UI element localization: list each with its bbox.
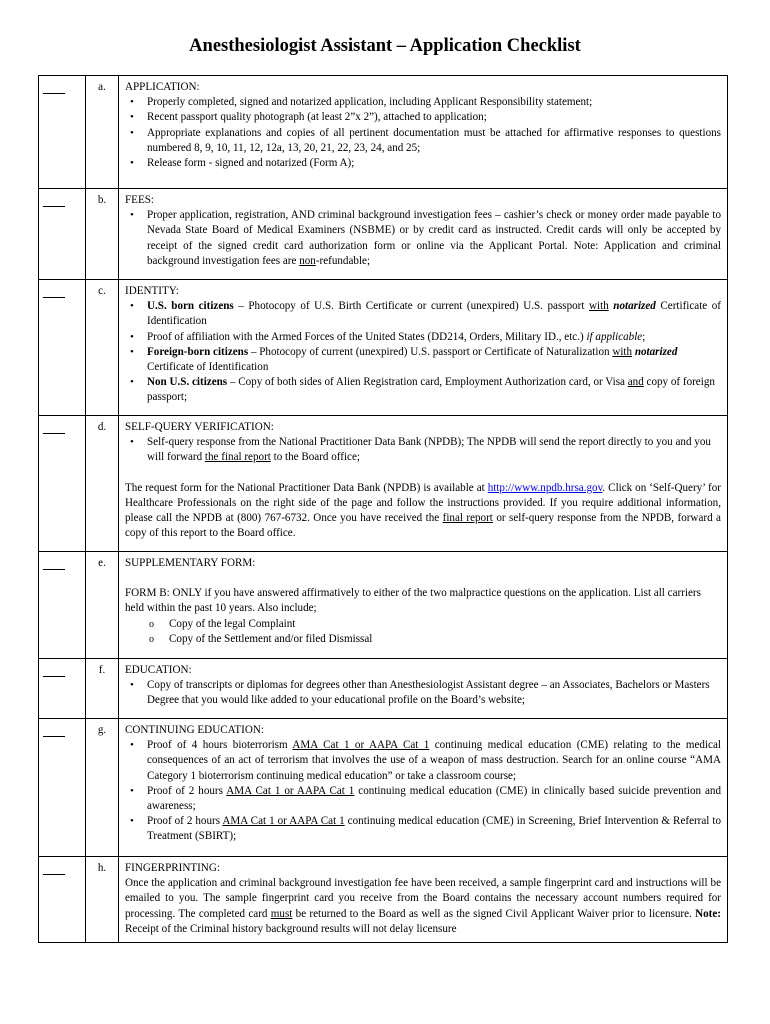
row-letter: c. — [86, 280, 119, 416]
section-heading: CONTINUING EDUCATION: — [125, 724, 264, 736]
list-item: • Appropriate explanations and copies of all pertinent documentation must be attached for affirmative responses to questions numbered 8, 9, 10, 11, 12, 12a, 13, 20, 21, 22, 23, 24, and 25; — [147, 126, 721, 156]
row-content — [119, 857, 728, 943]
check-blank[interactable] — [39, 416, 86, 552]
list-item — [147, 738, 721, 784]
checklist-row-continuing-education — [39, 719, 728, 857]
section-heading: SELF-QUERY VERIFICATION: — [125, 421, 274, 433]
text: continuing medical education (CME) in clinically based suicide prevention and awareness; — [147, 784, 721, 813]
text: – Photocopy of U.S. Birth Certificate or current (unexpired) U.S. passport — [233, 300, 590, 313]
bullet-list — [125, 299, 721, 405]
section-heading: FINGERPRINTING: — [125, 862, 220, 874]
checklist-row-supplementary — [39, 552, 728, 659]
list-item: o Copy of the Settlement and/or filed Dismissal — [169, 632, 721, 647]
blank-line — [43, 664, 65, 677]
checklist-row-education — [39, 659, 728, 719]
underlined-text: with — [612, 345, 633, 358]
checklist-row-fees — [39, 189, 728, 280]
checklist-row-fingerprinting — [39, 857, 728, 943]
fingerprinting-paragraph — [125, 876, 721, 937]
blank-line — [43, 724, 65, 737]
blank-line — [43, 285, 65, 298]
list-item — [147, 299, 721, 329]
section-heading: APPLICATION: — [125, 81, 200, 93]
bold-text: Non U.S. citizens — [147, 376, 228, 389]
bullet-list — [125, 435, 721, 465]
row-letter: f. — [86, 659, 119, 719]
row-letter: e. — [86, 552, 119, 659]
checklist-row-application — [39, 76, 728, 189]
blank-line — [43, 862, 65, 875]
row-content — [119, 189, 728, 280]
bold-italic-text: notarized — [634, 345, 678, 358]
list-item: • Copy of transcripts or diplomas for degrees other than Anesthesiologist Assistant degree – an Associates, Bachelors or Masters Degree that you would like added to your educational profile on the Board’s website; — [147, 678, 721, 708]
text: continuing medical education (CME) relating to the medical consequences of an act of terrorism that involves the use of a weapon of mass destruction. Search for an online course “AMA Category 1 bioterrorism continuing medical education” or take a classroom course; — [147, 739, 721, 782]
underlined-text: AMA Cat 1 or AAPA Cat 1 — [222, 815, 345, 828]
list-item — [147, 814, 721, 844]
page-title: Anesthesiologist Assistant – Application Checklist — [189, 36, 581, 56]
bullet-list — [125, 95, 721, 171]
check-blank[interactable] — [39, 280, 86, 416]
section-heading: FEES: — [125, 194, 154, 206]
check-blank[interactable] — [39, 719, 86, 857]
instructions-paragraph — [125, 481, 721, 542]
text: continuing medical education (CME) in Screening, Brief Intervention & Referral to Treatment (SBIRT); — [147, 815, 721, 843]
text: Self-query response from the National Practitioner Data Bank (NPDB); The NPDB will send the report directly to you and you will forward — [147, 436, 711, 464]
checklist-table — [38, 75, 728, 943]
text: be returned to the Board as well as the signed Civil Applicant Waiver prior to licensure. — [292, 907, 696, 920]
sub-list — [125, 617, 721, 647]
text: or self-query response from the NPDB, forward a copy of this report to the Board office. — [125, 512, 721, 540]
text: to the Board office; — [270, 451, 360, 464]
italic-text: if applicable — [586, 330, 643, 343]
bullet-list — [125, 738, 721, 844]
text: Certificate of Identification — [147, 300, 721, 328]
blank-line — [43, 81, 65, 94]
check-blank[interactable] — [39, 189, 86, 280]
bullet-list — [125, 678, 721, 708]
section-heading: SUPPLEMENTARY FORM: — [125, 557, 256, 569]
text: – Photocopy of current (unexpired) U.S. passport or Certificate of Naturalization — [248, 345, 613, 358]
underlined-text: must — [270, 907, 293, 920]
checklist-row-self-query — [39, 416, 728, 552]
text: Proof of 4 hours bioterrorism — [147, 739, 293, 752]
row-content — [119, 76, 728, 189]
row-letter: g. — [86, 719, 119, 857]
text: The request form for the National Practitioner Data Bank (NPDB) is available at — [125, 481, 488, 494]
bold-text: U.S. born citizens — [147, 300, 234, 313]
text: Once the application and criminal background investigation fee have been received, a sample fingerprint card and instructions will be emailed to you. The sample fingerprint card you receive from the Board contains the necessary account numbers required for processing. The completed card — [125, 877, 721, 920]
text: . Click on ‘Self-Query’ for Healthcare Professionals on the right side of the page and follow the instructions provided. If you require additional information, please call the NPDB at (800) 767-6732. Once you have received the — [125, 481, 721, 525]
list-item — [147, 345, 721, 375]
row-letter: b. — [86, 189, 119, 280]
row-content — [119, 280, 728, 416]
text: Receipt of the Criminal history background results will not delay licensure — [125, 922, 457, 935]
underlined-text: with — [589, 300, 609, 313]
text: Proof of 2 hours — [147, 815, 223, 828]
row-letter: h. — [86, 857, 119, 943]
list-item: • Properly completed, signed and notarized application, including Applicant Responsibility statement; — [147, 95, 721, 110]
check-blank[interactable] — [39, 857, 86, 943]
npdb-link[interactable]: http://www.npdb.hrsa.gov — [487, 481, 603, 494]
list-item — [147, 375, 721, 405]
check-blank[interactable] — [39, 76, 86, 189]
list-item — [147, 208, 721, 269]
blank-line — [43, 421, 65, 434]
checklist-row-identity — [39, 280, 728, 416]
row-content — [119, 659, 728, 719]
check-blank[interactable] — [39, 552, 86, 659]
row-content — [119, 719, 728, 857]
underlined-text: non — [299, 254, 316, 267]
text: -refundable; — [315, 254, 371, 267]
section-heading: EDUCATION: — [125, 664, 192, 676]
text: ; — [642, 330, 646, 343]
underlined-text: AMA Cat 1 or AAPA Cat 1 — [226, 784, 355, 797]
check-blank[interactable] — [39, 659, 86, 719]
underlined-text: and — [627, 376, 644, 389]
bold-text: Foreign-born citizens — [147, 345, 249, 358]
form-b-paragraph: FORM B: ONLY if you have answered affirmatively to either of the two malpractice questions on the application. List all carriers held within the past 10 years. Also include; — [125, 587, 701, 615]
blank-line — [43, 557, 65, 570]
row-letter: a. — [86, 76, 119, 189]
text: copy of foreign passport; — [147, 376, 715, 404]
list-item: • Recent passport quality photograph (at least 2”x 2”), attached to application; — [147, 110, 721, 125]
bold-text: Note: — [695, 907, 721, 920]
text: Proof of 2 hours — [147, 784, 227, 797]
row-content — [119, 416, 728, 552]
blank-line — [43, 194, 65, 207]
list-item — [147, 330, 721, 345]
text: Certificate of Identification — [147, 361, 269, 374]
row-letter: d. — [86, 416, 119, 552]
row-content — [119, 552, 728, 659]
underlined-text: final report — [442, 512, 493, 525]
text: Proper application, registration, AND criminal background investigation fees – cashier’s check or money order made payable to Nevada State Board of Medical Examiners (NSBME) or by credit card as instructed. Credit cards will only be accepted by receipt of the signed credit card authorization form or online via the Applicant Portal. Note: Application and criminal background investigation fees are — [147, 209, 721, 267]
list-item — [147, 784, 721, 814]
section-heading: IDENTITY: — [125, 285, 179, 297]
list-item: o Copy of the legal Complaint — [169, 617, 721, 632]
text: Proof of affiliation with the Armed Forces of the United States (DD214, Orders, Military ID., etc.) — [147, 330, 587, 343]
list-item — [147, 435, 721, 465]
underlined-text: AMA Cat 1 or AAPA Cat 1 — [292, 739, 430, 752]
text: – Copy of both sides of Alien Registration card, Employment Authorization card, or Visa — [227, 376, 628, 389]
underlined-text: the final report — [204, 451, 271, 464]
bold-italic-text: notarized — [613, 300, 656, 313]
bullet-list — [125, 208, 721, 269]
list-item: • Release form - signed and notarized (Form A); — [147, 156, 721, 171]
